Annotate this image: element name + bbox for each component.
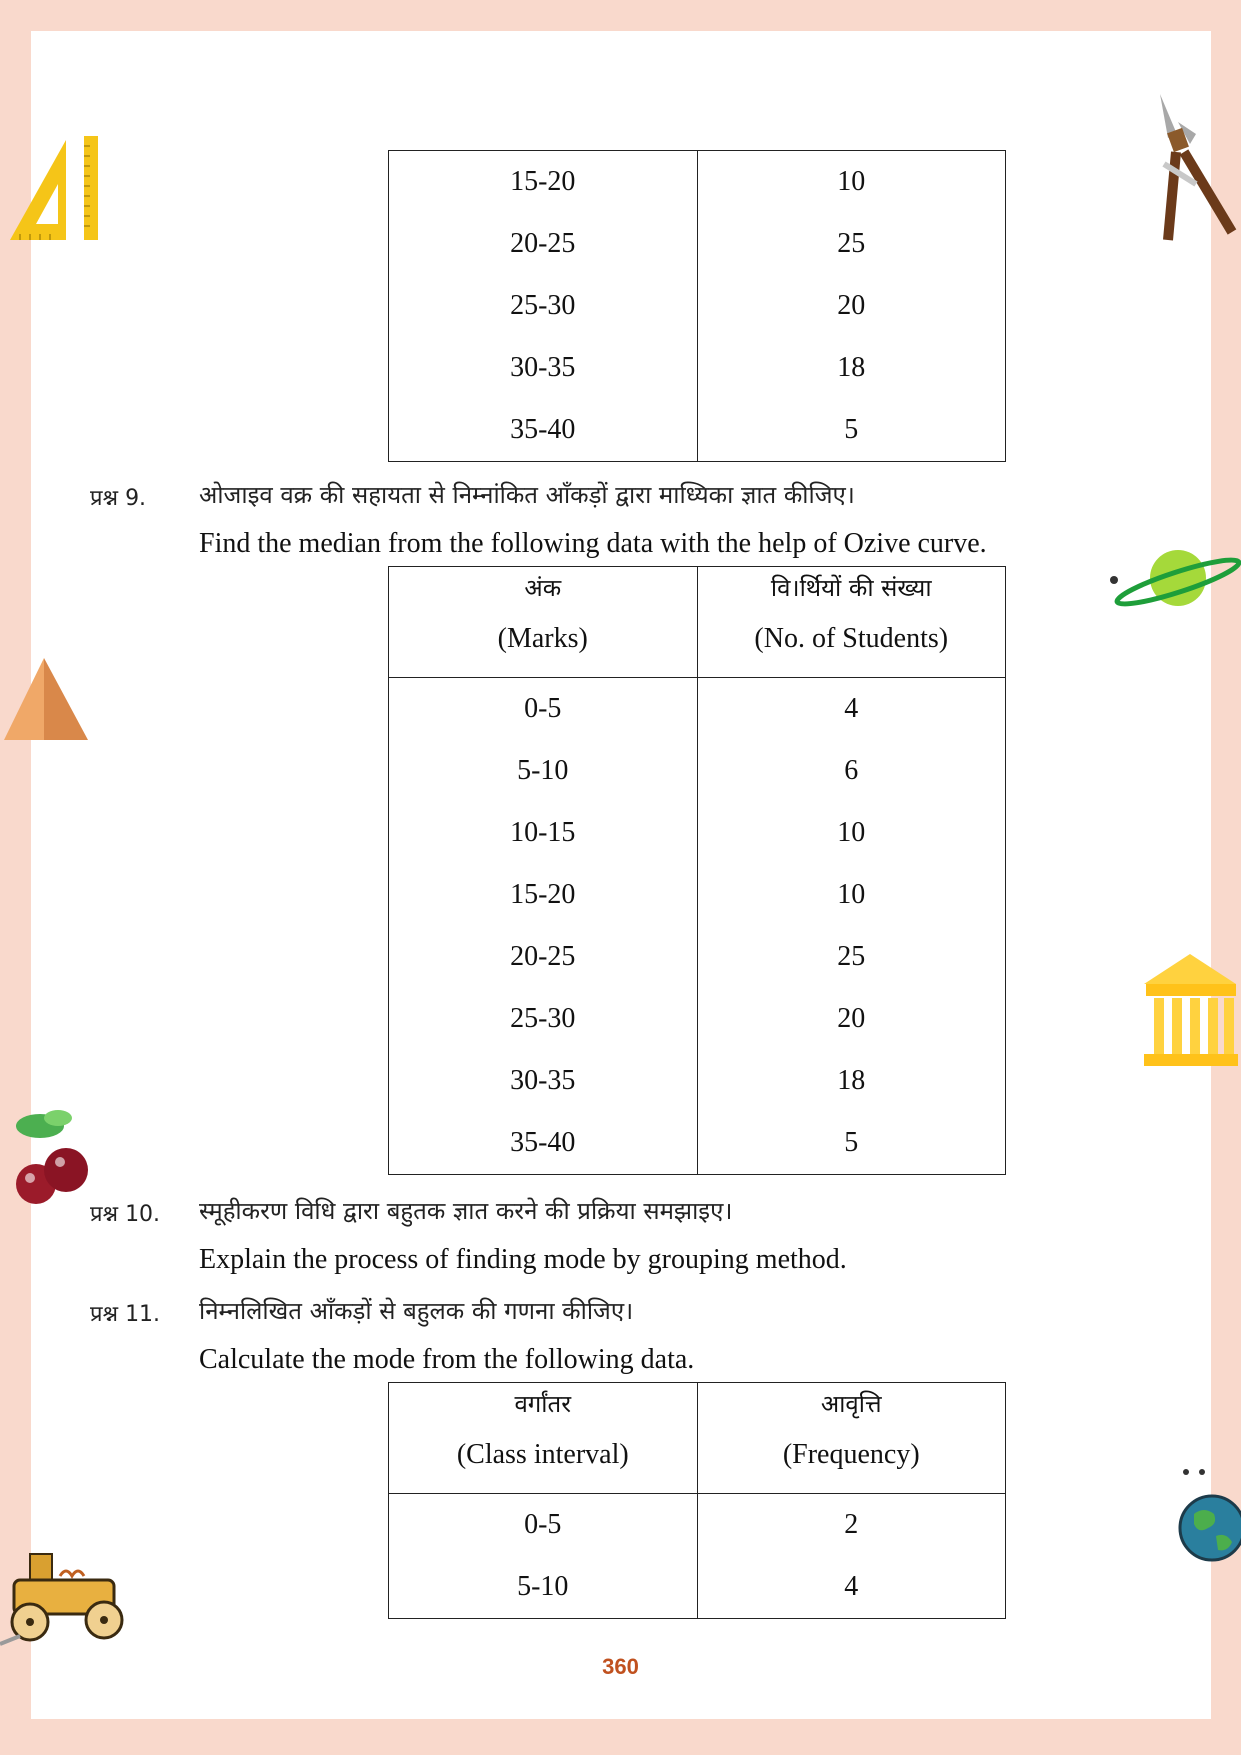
question-9-text-hindi: ओजाइव वक्र की सहायता से निम्नांकित आँकड़ों द्वारा माध्यिका ज्ञात कीजिए। xyxy=(199,481,855,509)
table-cell: 5 xyxy=(697,399,1006,462)
question-11-label: प्रश्न 11. xyxy=(90,1302,161,1327)
question-10-text-english: Explain the process of finding mode by grouping method. xyxy=(199,1244,847,1275)
table-cell: 18 xyxy=(697,337,1006,399)
table-cell: 4 xyxy=(697,1556,1006,1619)
table-header-row xyxy=(389,1383,1006,1494)
table-cell: 20 xyxy=(697,988,1006,1050)
table-cell: 25 xyxy=(697,926,1006,988)
header-hindi: अंक xyxy=(524,574,562,602)
header-hindi: आवृत्ति xyxy=(820,1390,882,1418)
table-row xyxy=(389,337,1006,399)
question-9-label: प्रश्न 9. xyxy=(90,486,147,511)
question-9-text-english: Find the median from the following data with the help of Ozive curve. xyxy=(199,528,987,559)
header-hindi: वि।र्थियों की संख्या xyxy=(770,574,932,602)
question-10-text-hindi: स्मूहीकरण विधि द्वारा बहुतक ज्ञात करने की प्रक्रिया समझाइए। xyxy=(199,1197,733,1225)
header-cell-frequency xyxy=(697,1383,1006,1494)
table-row xyxy=(389,399,1006,462)
table-cell: 5-10 xyxy=(389,740,698,802)
table-cell: 20-25 xyxy=(389,926,698,988)
frequency-table-continued xyxy=(388,150,1006,462)
question-11-text-english: Calculate the mode from the following data. xyxy=(199,1344,695,1375)
marks-students-table xyxy=(388,566,1006,1175)
table-header-row xyxy=(389,567,1006,678)
table-row xyxy=(389,213,1006,275)
header-english: (Class interval) xyxy=(456,1439,629,1470)
temple-icon xyxy=(1140,950,1241,1070)
table-row xyxy=(389,151,1006,214)
table-cell: 10-15 xyxy=(389,802,698,864)
table-cell: 10 xyxy=(697,802,1006,864)
header-english: (Marks) xyxy=(497,623,588,654)
table-row xyxy=(389,988,1006,1050)
table-row xyxy=(389,864,1006,926)
table-cell: 20-25 xyxy=(389,213,698,275)
header-english: (Frequency) xyxy=(782,1439,920,1470)
table-cell: 35-40 xyxy=(389,1112,698,1175)
set-square-ruler-icon xyxy=(6,132,106,244)
table-cell: 25-30 xyxy=(389,275,698,337)
table-cell: 18 xyxy=(697,1050,1006,1112)
table-cell: 30-35 xyxy=(389,1050,698,1112)
table-row xyxy=(389,740,1006,802)
question-10-label: प्रश्न 10. xyxy=(90,1202,161,1227)
table-cell: 30-35 xyxy=(389,337,698,399)
table-cell: 10 xyxy=(697,151,1006,214)
table-cell: 25-30 xyxy=(389,988,698,1050)
table-cell: 20 xyxy=(697,275,1006,337)
header-hindi: वर्गांतर xyxy=(514,1390,572,1418)
table-row xyxy=(389,1494,1006,1557)
table-cell: 25 xyxy=(697,213,1006,275)
table-cell: 10 xyxy=(697,864,1006,926)
table-cell: 15-20 xyxy=(389,864,698,926)
cherries-icon xyxy=(4,1104,94,1210)
table-cell: 6 xyxy=(697,740,1006,802)
pyramid-icon xyxy=(2,656,88,744)
header-english: (No. of Students) xyxy=(754,623,949,654)
steam-car-icon xyxy=(0,1546,130,1650)
table-cell: 2 xyxy=(697,1494,1006,1557)
pruning-shears-icon xyxy=(1150,92,1241,244)
class-frequency-table xyxy=(388,1382,1006,1619)
table-cell: 35-40 xyxy=(389,399,698,462)
table-row xyxy=(389,1556,1006,1619)
header-cell-students xyxy=(697,567,1006,678)
table-cell: 15-20 xyxy=(389,151,698,214)
planet-saturn-icon xyxy=(1110,542,1241,612)
question-11-text-hindi: निम्नलिखित आँकड़ों से बहुलक की गणना कीजिए। xyxy=(199,1297,634,1325)
table-row xyxy=(389,802,1006,864)
table-cell: 0-5 xyxy=(389,678,698,741)
page-number: 360 xyxy=(602,1654,639,1679)
table-cell: 5 xyxy=(697,1112,1006,1175)
table-cell: 5-10 xyxy=(389,1556,698,1619)
table-cell: 0-5 xyxy=(389,1494,698,1557)
table-row xyxy=(389,1050,1006,1112)
header-cell-marks xyxy=(389,567,698,678)
table-row xyxy=(389,1112,1006,1175)
table-cell: 4 xyxy=(697,678,1006,741)
table-row xyxy=(389,678,1006,741)
globe-icon xyxy=(1172,1466,1241,1570)
table-row xyxy=(389,275,1006,337)
table-row xyxy=(389,926,1006,988)
header-cell-class-interval xyxy=(389,1383,698,1494)
